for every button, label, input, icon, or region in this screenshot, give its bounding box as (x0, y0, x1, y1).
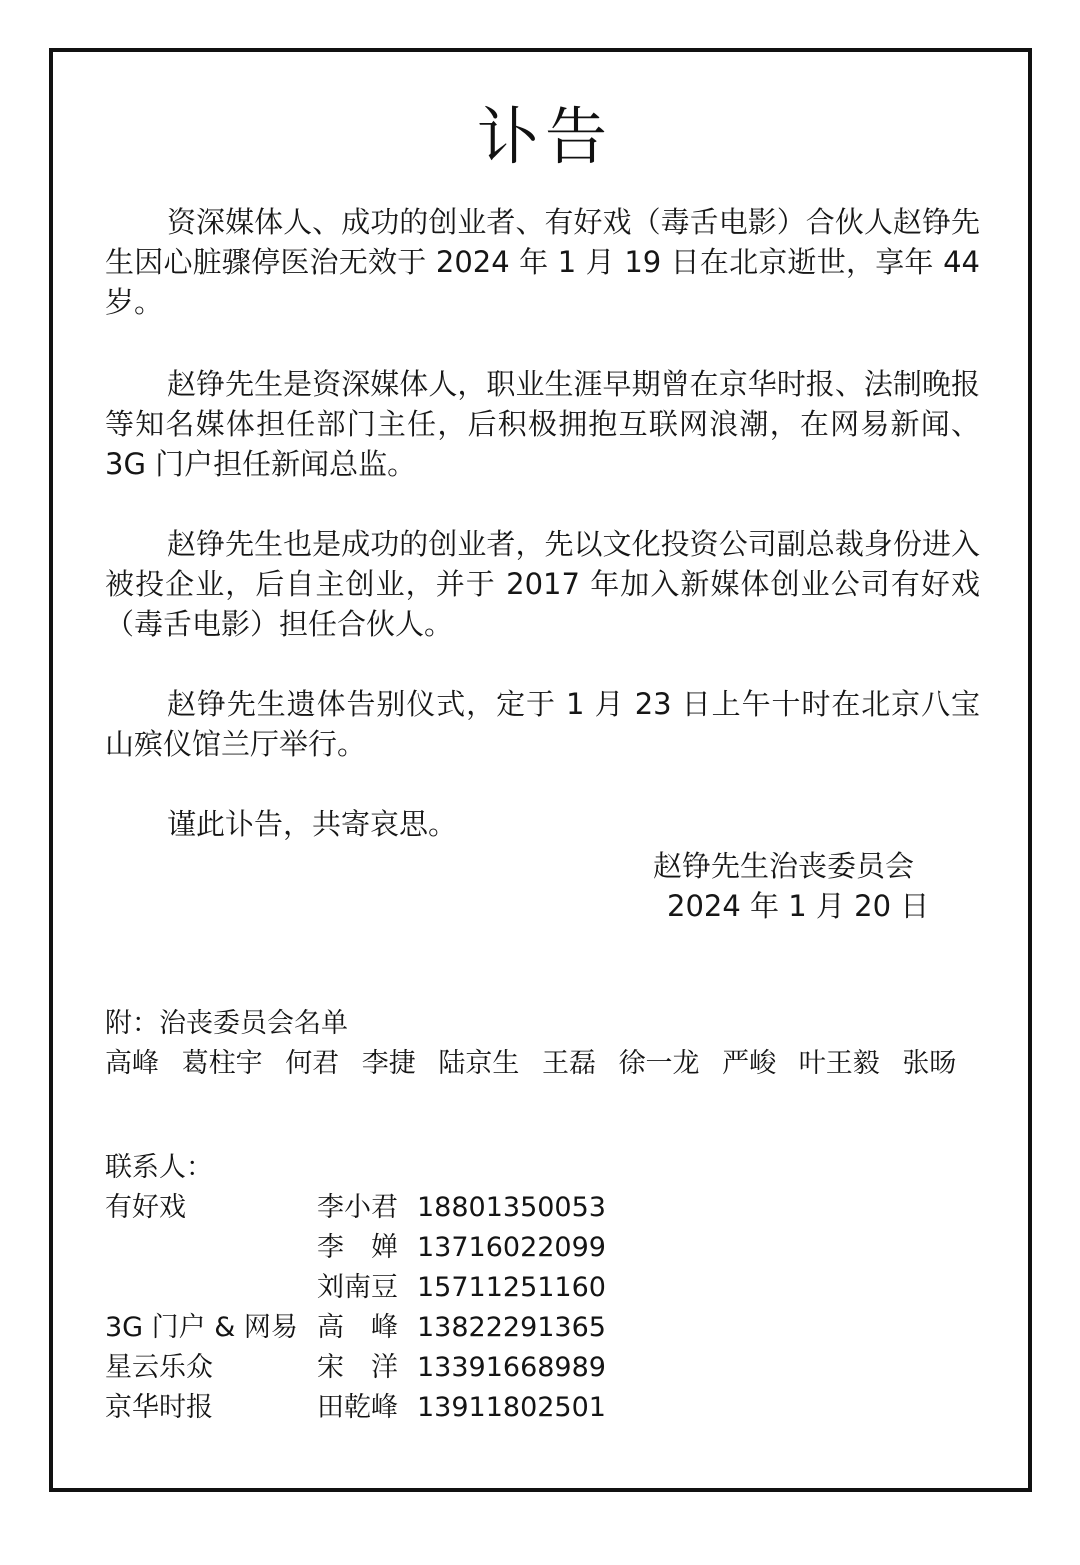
contact-name: 刘南豆 (317, 1272, 398, 1303)
contact-name: 高 峰 (317, 1312, 398, 1343)
contacts-list (105, 1188, 985, 1428)
contact-org: 有好戏 (105, 1192, 186, 1223)
committee-member: 严峻 (722, 1048, 777, 1079)
contact-phone: 15711251160 (417, 1272, 606, 1303)
contact-org: 3G 门户 & 网易 (105, 1312, 298, 1343)
contact-org: 京华时报 (105, 1392, 213, 1423)
contact-name: 田乾峰 (317, 1392, 398, 1423)
contact-phone: 13822291365 (417, 1312, 606, 1343)
contact-org: 星云乐众 (105, 1352, 213, 1383)
notice-frame (49, 48, 1032, 1492)
paragraph-death-announcement: 资深媒体人、成功的创业者、有好戏（毒舌电影）合伙人赵铮先生因心脏骤停医治无效于 2024 年 1 月 19 日在北京逝世，享年 44 岁。 (105, 205, 980, 319)
committee-member: 徐一龙 (618, 1048, 700, 1079)
contacts-title: 联系人： (105, 1152, 213, 1183)
paragraph-closing: 谨此讣告，共寄哀思。 (167, 807, 458, 841)
contact-phone: 13911802501 (417, 1392, 606, 1423)
paragraph-media-career: 赵铮先生是资深媒体人，职业生涯早期曾在京华时报、法制晚报等知名媒体担任部门主任，后积极拥抱互联网浪潮，在网易新闻、3G 门户担任新闻总监。 (105, 367, 980, 481)
contact-name: 李小君 (317, 1192, 398, 1223)
contact-row (105, 1268, 985, 1308)
contact-row (105, 1228, 985, 1268)
notice-title: 讣告 (476, 100, 613, 173)
committee-member: 高峰 (105, 1048, 159, 1079)
signature-committee: 赵铮先生治丧委员会 (653, 849, 915, 883)
contact-name: 宋 洋 (317, 1352, 398, 1383)
committee-member: 陆京生 (438, 1048, 520, 1079)
committee-member: 张旸 (902, 1048, 957, 1079)
committee-member: 何君 (285, 1048, 340, 1079)
committee-member: 王磊 (541, 1048, 596, 1079)
paragraph-farewell-ceremony: 赵铮先生遗体告别仪式，定于 1 月 23 日上午十时在北京八宝山殡仪馆兰厅举行。 (105, 687, 980, 761)
contact-row (105, 1308, 985, 1348)
signature-date: 2024 年 1 月 20 日 (667, 889, 930, 923)
contact-name: 李 婵 (317, 1232, 398, 1263)
contact-phone: 13391668989 (417, 1352, 606, 1383)
contact-row (105, 1388, 985, 1428)
contact-row (105, 1188, 985, 1228)
appendix-title: 附：治丧委员会名单 (105, 1008, 348, 1039)
paragraph-entrepreneur: 赵铮先生也是成功的创业者，先以文化投资公司副总裁身份进入被投企业，后自主创业，并于 2017 年加入新媒体创业公司有好戏（毒舌电影）担任合伙人。 (105, 527, 980, 641)
contact-phone: 18801350053 (417, 1192, 606, 1223)
committee-member: 葛柱宇 (181, 1048, 263, 1079)
committee-member: 李捷 (361, 1048, 416, 1079)
contact-phone: 13716022099 (417, 1232, 606, 1263)
contact-row (105, 1348, 985, 1388)
committee-member-list (105, 1044, 985, 1084)
committee-member: 叶王毅 (798, 1048, 880, 1079)
